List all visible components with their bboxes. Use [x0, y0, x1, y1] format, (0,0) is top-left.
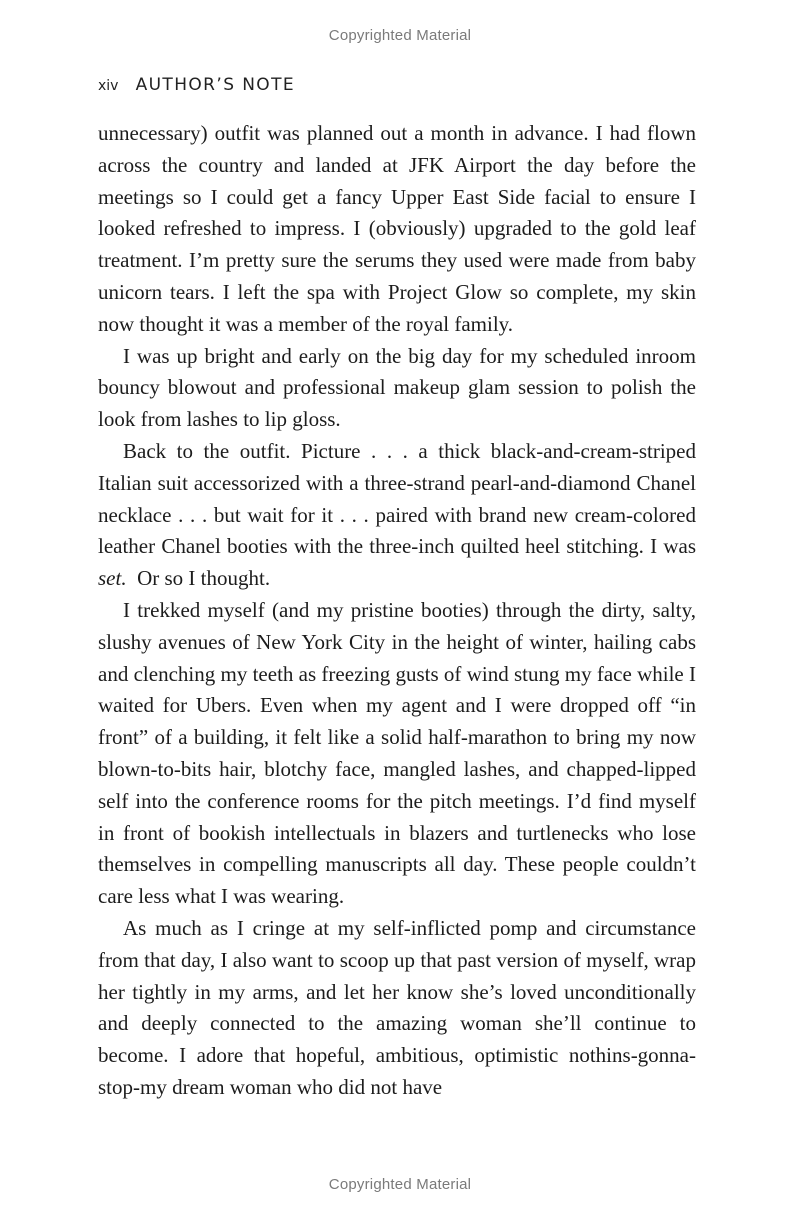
body-text	[98, 118, 696, 1104]
paragraph-3-text: Back to the outfit. Picture . . . a thick black-and-cream-striped Italian suit accessorized with a three-strand pearl-and-diamond Chanel necklace . . . but wait for it . . . paired with brand new cream-colored leather Chanel booties with the three-inch quilted heel stitching. I was	[98, 438, 696, 559]
section-title: AUTHOR’S NOTE	[135, 75, 296, 95]
paragraph-4: I trekked myself (and my pristine booties) through the dirty, salty, slushy avenues of New York City in the height of winter, hailing cabs and clenching my teeth as freezing gusts of wind stung my face while I waited for Ubers. Even when my agent and I were dropped off “in front” of a building, it felt like a solid half-marathon to bring my now blown-to-bits hair, blotchy face, mangled lashes, and chapped-lipped self into the conference rooms for the pitch meetings. I’d find myself in front of bookish intellectuals in blazers and turtlenecks who lose themselves in compelling manuscripts all day. These people couldn’t care less what I was wearing.	[98, 597, 696, 909]
copyright-watermark-bottom: Copyrighted Material	[328, 1176, 472, 1193]
emphasis-set: set.	[98, 566, 127, 591]
paragraph-3-tail: Or so I thought.	[126, 566, 271, 591]
paragraph-5: As much as I cringe at my self-inflicted pomp and circumstance from that day, I also want to scoop up that past version of myself, wrap her tightly in my arms, and let her know she’s loved unconditionally and deeply connected to the amazing woman she’ll continue to become. I adore that hopeful, ambitious, optimistic nothins-gonna-stop-my dream woman who did not have	[98, 915, 696, 1099]
paragraph-3	[98, 436, 696, 595]
page-number: xiv	[98, 78, 119, 94]
paragraph-2: I was up bright and early on the big day for my scheduled inroom bouncy blowout and professional makeup glam session to polish the look from lashes to lip gloss.	[98, 343, 696, 432]
paragraph-1: unnecessary) outfit was planned out a month in advance. I had flown across the country and landed at JFK Airport the day before the meetings so I could get a fancy Upper East Side facial to ensure I looked refreshed to impress. I (obviously) upgraded to the gold leaf treatment. I’m pretty sure the serums they used were made from baby unicorn tears. I left the spa with Project Glow so complete, my skin now thought it was a member of the royal family.	[98, 121, 696, 336]
running-head	[98, 75, 295, 95]
copyright-watermark-top: Copyrighted Material	[328, 27, 472, 44]
